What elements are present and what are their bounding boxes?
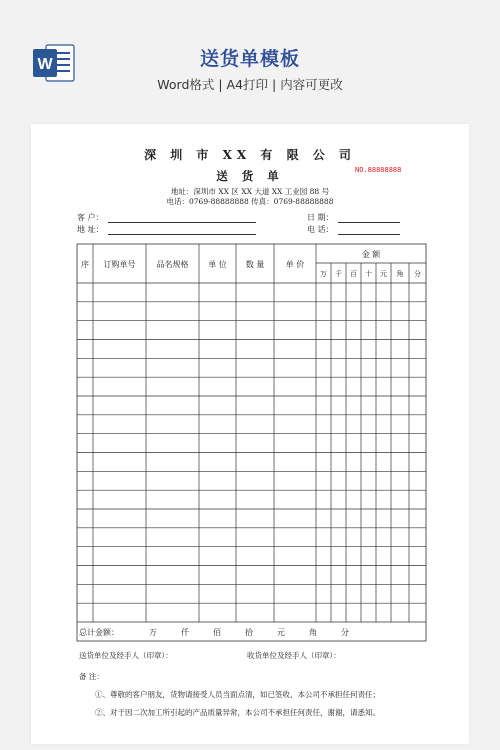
notes-label: 备 注： [79, 672, 104, 681]
company-contact: 电话：0769-88888888 传真：0769-88888888 [166, 197, 334, 206]
document-title: 送 货 单 [216, 169, 284, 183]
amount-unit-5: 元 [380, 270, 387, 278]
phone-label: 电 话： [307, 225, 334, 234]
customer-label: 客 户： [77, 213, 104, 222]
amount-unit-3: 百 [350, 270, 357, 278]
total-unit-7: 分 [341, 628, 349, 637]
header-cell-4: 单 位 [208, 260, 227, 269]
header-cell-2: 订购单号 [103, 260, 136, 269]
receiver-signature: 收货单位及经手人（印章）： [247, 651, 341, 660]
total-label: 总计金额： [79, 628, 119, 637]
table-border [77, 244, 426, 641]
amount-unit-4: 十 [365, 270, 372, 278]
header-cell-3: 品名规格 [156, 260, 189, 269]
note-item-1: ①、尊敬的客户朋友，货物请接受人员当面点清，如已签收，本公司不承担任何责任； [95, 690, 380, 699]
delivery-note-document [31, 124, 469, 744]
total-unit-5: 元 [277, 628, 285, 637]
total-amount-row [79, 627, 349, 638]
total-unit-4: 拾 [245, 628, 253, 637]
total-unit-6: 角 [309, 628, 317, 637]
total-unit-3: 佰 [213, 628, 221, 637]
header-cell-1: 序 [81, 260, 89, 269]
page-title: 送货单模板 [199, 48, 300, 70]
document-number: NO.88888888 [355, 166, 402, 174]
header-cell-6: 单 价 [285, 260, 305, 269]
date-label: 日 期： [307, 213, 334, 222]
company-name: 深 圳 市 XX 有 限 公 司 [144, 148, 356, 162]
note-item-2: ②、对于因二次加工所引起的产品质量异常，本公司不承担任何责任，谢谢，请悉知。 [95, 708, 380, 717]
notes-section [79, 671, 380, 725]
amount-unit-6: 角 [396, 270, 404, 278]
header-cell-5: 数 量 [245, 260, 265, 269]
total-unit-1: 万 [149, 628, 157, 637]
sender-signature: 送货单位及经手人（印章）： [79, 651, 173, 660]
header-amount: 金 额 [361, 250, 381, 259]
amount-unit-7: 分 [414, 270, 421, 278]
page-subtitle: Word格式 | A4打印 | 内容可更改 [157, 77, 343, 92]
total-unit-2: 仟 [181, 628, 189, 637]
total-units [119, 627, 349, 638]
address-label: 地 址： [77, 225, 104, 234]
company-address: 地址：深圳市 XX 区 XX 大道 XX 工业园 88 号 [170, 187, 330, 196]
word-icon-letter: W [37, 56, 53, 73]
amount-unit-1: 万 [320, 270, 327, 278]
amount-unit-2: 千 [335, 270, 342, 278]
page-header [0, 0, 500, 120]
